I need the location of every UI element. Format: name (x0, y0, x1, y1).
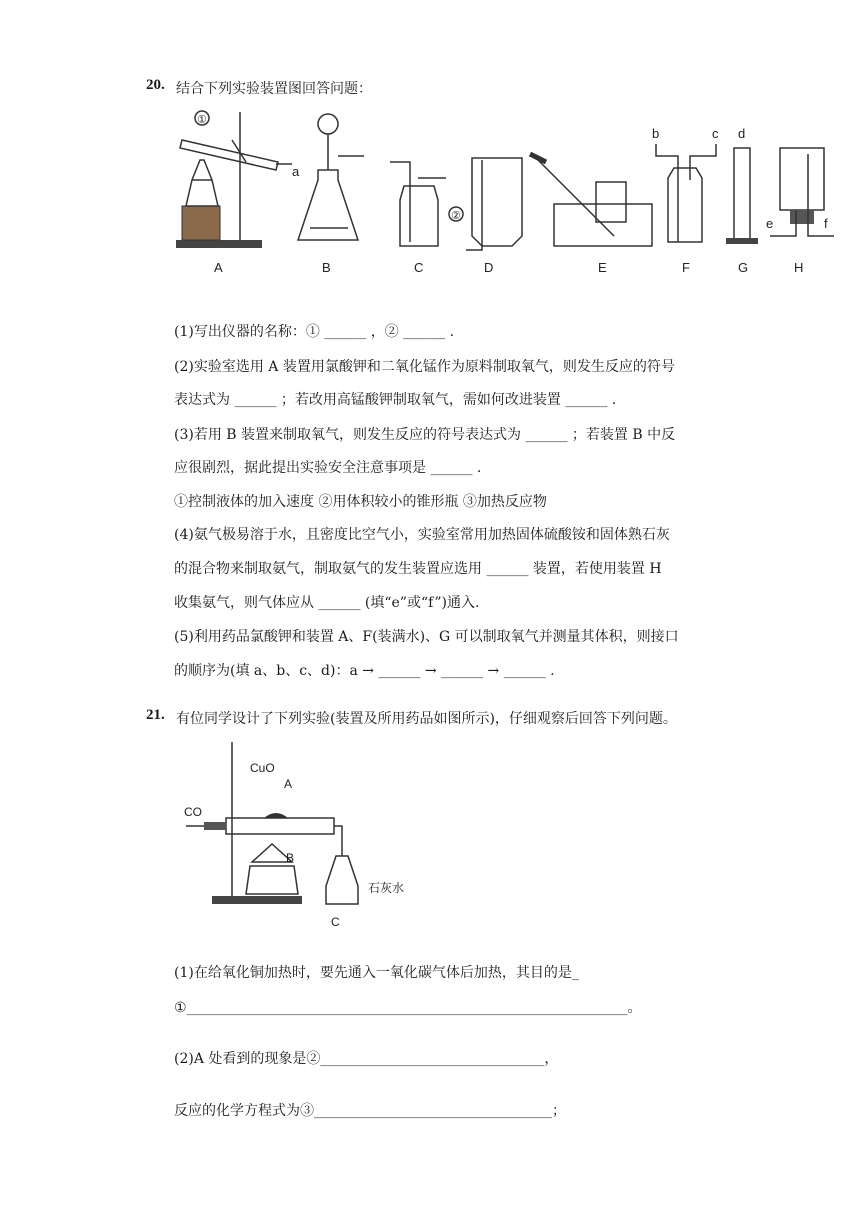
q20-line-11: 的顺序为(填 a、b、c、d)：a → ______ → ______ → ______ . (174, 663, 555, 679)
label-G: G (738, 260, 749, 275)
apparatus-f (652, 126, 719, 275)
label-cuo: CuO (250, 761, 275, 775)
question-21-apparatus-figure (176, 736, 416, 936)
question-20-stem: 结合下列实验装置图回答问题： (176, 81, 372, 97)
label-F: F (682, 260, 690, 275)
q21-line-3: (2)A 处看到的现象是②________________________________， (174, 1051, 559, 1067)
label-E: E (598, 260, 607, 275)
label-point-c: C (331, 915, 340, 929)
q20-line-10: (5)利用药品氯酸钾和装置 A、F(装满水)、G 可以制取氧气并测量其体积，则接口 (174, 629, 679, 645)
question-21-stem: 有位同学设计了下列实验(装置及所用药品如图所示)，仔细观察后回答下列问题。 (176, 711, 677, 727)
label-H: H (794, 260, 804, 275)
apparatus-b (298, 114, 364, 275)
label-e-port: e (766, 216, 774, 231)
apparatus-c (390, 162, 463, 275)
label-point-a: A (284, 777, 293, 791)
q20-line-7: (4)氨气极易溶于水，且密度比空气小，实验室常用加热固体硫酸铵和固体熟石灰 (174, 527, 670, 543)
label-d-port: d (738, 126, 746, 141)
q20-line-8: 的混合物来制取氨气，制取氨气的发生装置应选用 ______ 装置，若使用装置 H (174, 561, 662, 577)
apparatus-e (530, 154, 652, 275)
apparatus-h (766, 148, 834, 275)
q20-line-5: 应很剧烈，据此提出实验安全注意事项是 ______ . (174, 460, 482, 476)
q21-line-2: ①_______________________________________________________________。 (174, 1000, 642, 1016)
question-20-apparatus-figure (160, 110, 840, 280)
apparatus-g (726, 126, 758, 275)
q21-line-1: (1)在给氧化铜加热时，要先通入一氧化碳气体后加热，其目的是_ (174, 965, 579, 981)
q20-line-3: 表达式为 ______ ；若改用高锰酸钾制取氧气，需如何改进装置 ______ . (174, 392, 617, 408)
label-mark-2: ② (451, 210, 461, 222)
q20-line-6: ①控制液体的加入速度 ②用体积较小的锥形瓶 ③加热反应物 (174, 494, 547, 510)
label-B: B (322, 260, 331, 275)
label-C: C (414, 260, 424, 275)
label-f-port: f (824, 216, 828, 231)
q20-line-9: 收集氨气，则气体应从 ______ (填“e”或“f”)通入. (174, 595, 480, 611)
label-a-port: a (292, 164, 300, 179)
q20-line-1: (1)写出仪器的名称：① ______ ，② ______ . (174, 324, 455, 340)
label-D: D (484, 260, 494, 275)
q21-line-4: 反应的化学方程式为③__________________________________； (174, 1103, 566, 1119)
label-b-port: b (652, 126, 660, 141)
q20-line-2: (2)实验室选用 A 装置用氯酸钾和二氧化锰作为原料制取氧气，则发生反应的符号 (174, 359, 675, 375)
q20-line-4: (3)若用 B 装置来制取氧气，则发生反应的符号表达式为 ______ ；若装置 B 中反 (174, 427, 676, 443)
label-co: CO (184, 805, 202, 819)
label-A: A (214, 260, 223, 275)
label-point-b: B (286, 851, 295, 865)
question-20-number: 20. (146, 77, 165, 93)
apparatus-d (466, 158, 522, 275)
label-mark-1: ① (197, 114, 207, 126)
question-21-number: 21. (146, 707, 165, 723)
label-c-port: c (712, 126, 719, 141)
apparatus-a (176, 111, 300, 275)
label-limewater: 石灰水 (368, 881, 405, 895)
